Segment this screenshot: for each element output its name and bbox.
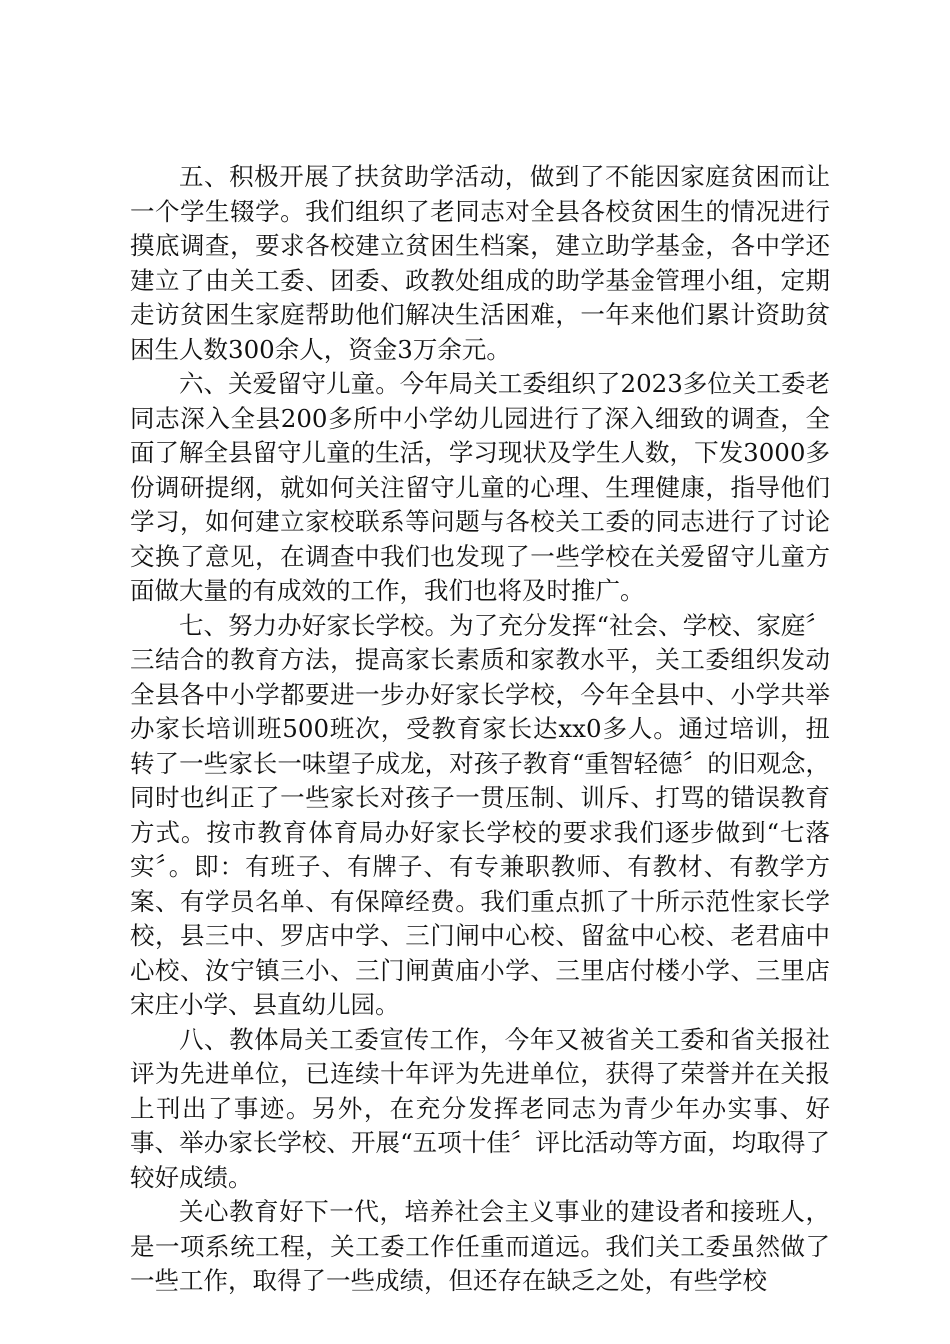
paragraph-poverty-aid: 五、积极开展了扶贫助学活动，做到了不能因家庭贫困而让一个学生辍学。我们组织了老同志对全县各校贫困生的情况进行摸底调查，要求各校建立贫困生档案，建立助学基金，各中学还建立了由关工委、团委、政教处组成的助学基金管理小组，定期走访贫困生家庭帮助他们解决生活困难，一年来他们累计资助贫困生人数300余人，资金3万余元。 (130, 162, 830, 364)
document-body (130, 160, 830, 1299)
paragraph-parent-school: 七、努力办好家长学校。为了充分发挥“社会、学校、家庭〞三结合的教育方法，提高家长素质和家教水平，关工委组织发动全县各中小学都要进一步办好家长学校，今年全县中、小学共举办家长培训班500班次，受教育家长达xx0多人。通过培训，扭转了一些家长一味望子成龙，对孩子教育“重智轻德〞的旧观念，同时也纠正了一些家长对孩子一贯压制、训斥、打骂的错误教育方式。按市教育体育局办好家长学校的要求我们逐步做到“七落实〞。即：有班子、有牌子、有专兼职教师、有教材、有教学方案、有学员名单、有保障经费。我们重点抓了十所示范性家长学校，县三中、罗店中学、三门闸中心校、留盆中心校、老君庙中心校、汝宁镇三小、三门闸黄庙小学、三里店付楼小学、三里店宋庄小学、县直幼儿园。 (130, 610, 830, 1019)
paragraph-publicity-work: 八、教体局关工委宣传工作，今年又被省关工委和省关报社评为先进单位，已连续十年评为先进单位，获得了荣誉并在关报上刊出了事迹。另外，在充分发挥老同志为青少年办实事、好事、举办家长学校、开展“五项十佳〞评比活动等方面，均取得了较好成绩。 (130, 1024, 830, 1192)
paragraph-left-behind-children: 六、关爱留守儿童。今年局关工委组织了2023多位关工委老同志深入全县200多所中小学幼儿园进行了深入细致的调查，全面了解全县留守儿童的生活，学习现状及学生人数，下发3000多份调研提纲，就如何关注留守儿童的心理、生理健康，指导他们学习，如何建立家校联系等问题与各校关工委的同志进行了讨论交换了意见，在调查中我们也发现了一些学校在关爱留守儿童方面做大量的有成效的工作，我们也将及时推广。 (130, 369, 830, 605)
paragraph-conclusion: 关心教育好下一代，培养社会主义事业的建设者和接班人，是一项系统工程，关工委工作任重而道远。我们关工委虽然做了一些工作，取得了一些成绩，但还存在缺乏之处，有些学校 (130, 1197, 830, 1295)
